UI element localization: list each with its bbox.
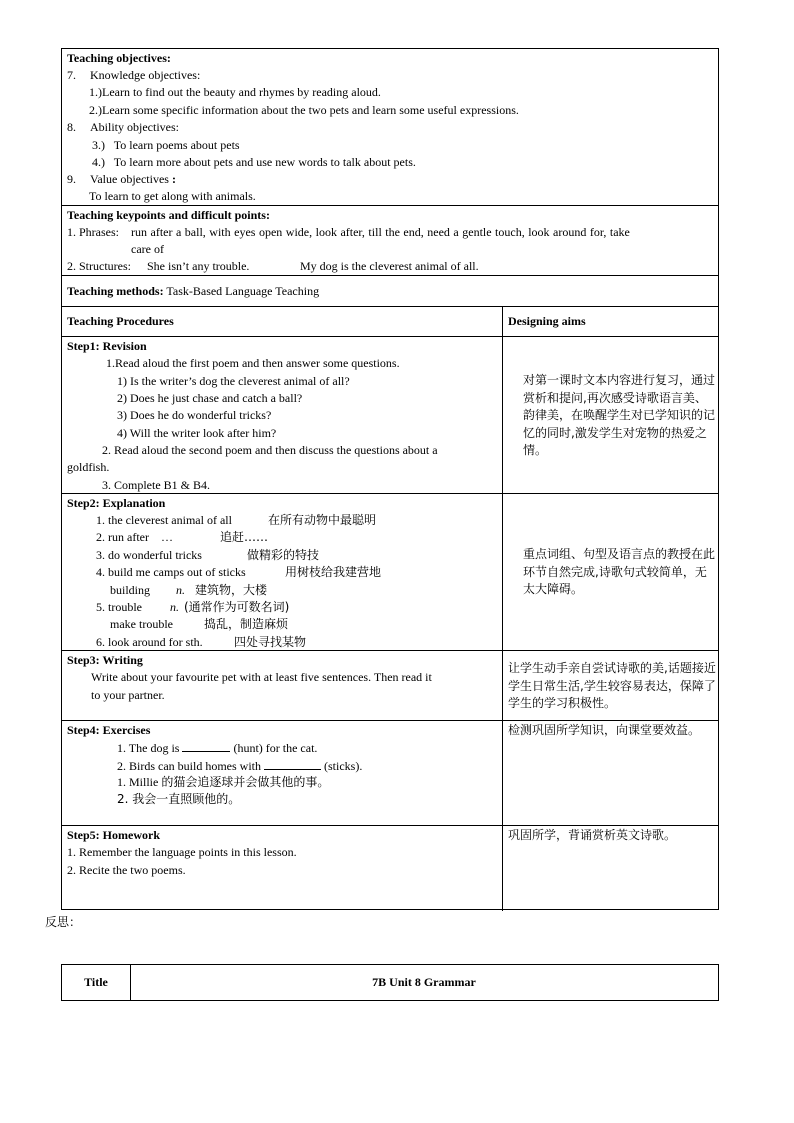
step1-question-3: 3) Does he do wonderful tricks? <box>117 408 272 422</box>
step2-item-3: 3. do wonderful tricks <box>96 548 202 562</box>
step1-line-2: 2. Read aloud the second poem and then discuss the questions about a <box>102 443 438 457</box>
step1-aim: 对第一课时文本内容进行复习，通过赏析和提问,再次感受诗歌语言美、韵律美，在唤醒学生对已学知识的记忆的同时,激发学生对宠物的热爱之情。 <box>523 373 716 457</box>
step1-question-1: 1) Is the writer’s dog the cleverest animal of all? <box>117 374 350 388</box>
column-divider <box>502 337 503 493</box>
step5-title: Step5: Homework <box>67 828 160 842</box>
step2-item-6-cn: 四处寻找某物 <box>234 635 307 649</box>
step4-row <box>62 721 718 826</box>
step4-item-2-b: (sticks). <box>324 759 363 773</box>
step4-item-2-a: 2. Birds can build homes with <box>117 759 261 773</box>
knowledge-title: Knowledge objectives: <box>90 68 201 82</box>
step2-item-2-cn: 追赶…… <box>220 530 269 544</box>
step4-title: Step4: Exercises <box>67 723 151 737</box>
objectives-row <box>62 49 718 206</box>
step5-item-1: 1. Remember the language points in this lesson. <box>67 845 297 859</box>
value-title: Value objectives <box>90 172 169 186</box>
step2-item-4b-cn: 建筑物，大楼 <box>195 583 268 597</box>
knowledge-number: 7. <box>67 68 76 82</box>
column-divider <box>502 721 503 825</box>
step3-aim: 让学生动手亲自尝试诗歌的美,话题接近学生日常生活,学生较容易表达，保障了学生的学习积极性。 <box>508 661 716 710</box>
step2-item-6: 6. look around for sth. <box>96 635 203 649</box>
step5-aim: 巩固所学，背诵赏析英文诗歌。 <box>508 828 677 842</box>
structure-a: She isn’t any trouble. <box>147 259 250 273</box>
step5-row <box>62 826 718 911</box>
objectives-heading: Teaching objectives: <box>67 51 171 65</box>
step2-item-3-cn: 做精彩的特技 <box>247 548 320 562</box>
keypoints-row <box>62 206 718 276</box>
step2-item-1-cn: 在所有动物中最聪明 <box>268 513 377 527</box>
step2-item-5b-cn: 捣乱，制造麻烦 <box>204 617 289 631</box>
step3-title: Step3: Writing <box>67 653 143 667</box>
column-divider <box>502 651 503 720</box>
step2-item-5: 5. trouble <box>96 600 142 614</box>
step4-item-3-b: 的猫会追逐球并会做其他的事。 <box>161 775 330 789</box>
procedures-heading: Teaching Procedures <box>67 314 174 328</box>
step3-line-1: Write about your favourite pet with at least five sentences. Then read it <box>91 670 432 684</box>
step2-row <box>62 494 718 651</box>
title-label: Title <box>62 965 131 1000</box>
step2-item-5b: make trouble <box>110 617 173 631</box>
lesson-plan-table <box>61 48 719 910</box>
designing-aims-heading: Designing aims <box>508 314 586 328</box>
title-value: 7B Unit 8 Grammar <box>372 974 476 989</box>
step2-item-5-cn: (通常作为可数名词) <box>184 600 290 614</box>
step2-item-4: 4. build me camps out of sticks <box>96 565 246 579</box>
methods-label: Teaching methods: <box>67 284 164 298</box>
structures-label: 2. Structures: <box>67 259 131 273</box>
value-item-1: To learn to get along with animals. <box>89 189 256 203</box>
ability-item-2: 4.) To learn more about pets and use new words to talk about pets. <box>92 155 416 169</box>
step4-blank-1[interactable] <box>182 739 230 752</box>
knowledge-item-2: 2.)Learn some specific information about the two pets and learn some useful expressions. <box>89 103 519 117</box>
step1-question-2: 2) Does he just chase and catch a ball? <box>117 391 303 405</box>
phrases-text: run after a ball, with eyes open wide, look after, till the end, need a gentle touch, look around for, take <box>131 225 630 239</box>
step2-item-2: 2. run after … <box>96 530 173 544</box>
reflection-label: 反思： <box>45 915 82 929</box>
step2-item-1: 1. the cleverest animal of all <box>96 513 232 527</box>
step4-item-1-b: (hunt) for the cat. <box>233 741 318 755</box>
step1-title: Step1: Revision <box>67 339 147 353</box>
procedures-header-row <box>62 307 718 337</box>
step1-row <box>62 337 718 494</box>
step4-item-4: 2. 我会一直照顾他的。 <box>117 792 241 806</box>
value-number: 9. <box>67 172 76 186</box>
step4-item-3-a: 1. Millie <box>117 775 159 789</box>
knowledge-item-1: 1.)Learn to find out the beauty and rhymes by reading aloud. <box>89 85 381 99</box>
step1-line-1: 1.Read aloud the first poem and then answer some questions. <box>106 356 400 370</box>
step2-item-5-pos: n. <box>170 600 179 614</box>
step3-line-2: to your partner. <box>91 688 165 702</box>
step1-line-2-cont: goldfish. <box>67 460 110 474</box>
step4-blank-2[interactable] <box>264 757 321 770</box>
step5-item-2: 2. Recite the two poems. <box>67 863 186 877</box>
methods-row <box>62 276 718 307</box>
step3-row <box>62 651 718 721</box>
ability-title: Ability objectives: <box>90 120 179 134</box>
phrases-cont: care of <box>131 242 164 256</box>
step2-aim: 重点词组、句型及语言点的教授在此环节自然完成,诗歌句式较简单，无太大障碍。 <box>523 547 716 596</box>
methods-value: Task-Based Language Teaching <box>166 284 320 298</box>
title-table <box>61 964 719 1001</box>
ability-item-1: 3.) To learn poems about pets <box>92 138 240 152</box>
column-divider <box>502 307 503 336</box>
step2-item-4b: building <box>110 583 151 597</box>
step4-item-1-a: 1. The dog is <box>117 741 180 755</box>
structure-b: My dog is the cleverest animal of all. <box>300 259 479 273</box>
phrases-label: 1. Phrases: <box>67 225 119 239</box>
step1-line-3: 3. Complete B1 & B4. <box>102 478 210 492</box>
step2-item-4-cn: 用树枝给我建营地 <box>285 565 382 579</box>
ability-number: 8. <box>67 120 76 134</box>
step2-title: Step2: Explanation <box>67 496 166 510</box>
step1-question-4: 4) Will the writer look after him? <box>117 426 277 440</box>
column-divider <box>502 494 503 650</box>
step2-item-4b-pos: n. <box>176 583 185 597</box>
value-colon: : <box>171 172 176 186</box>
column-divider <box>502 826 503 911</box>
keypoints-heading: Teaching keypoints and difficult points: <box>67 208 270 222</box>
step4-aim: 检测巩固所学知识，向课堂要效益。 <box>508 723 701 737</box>
